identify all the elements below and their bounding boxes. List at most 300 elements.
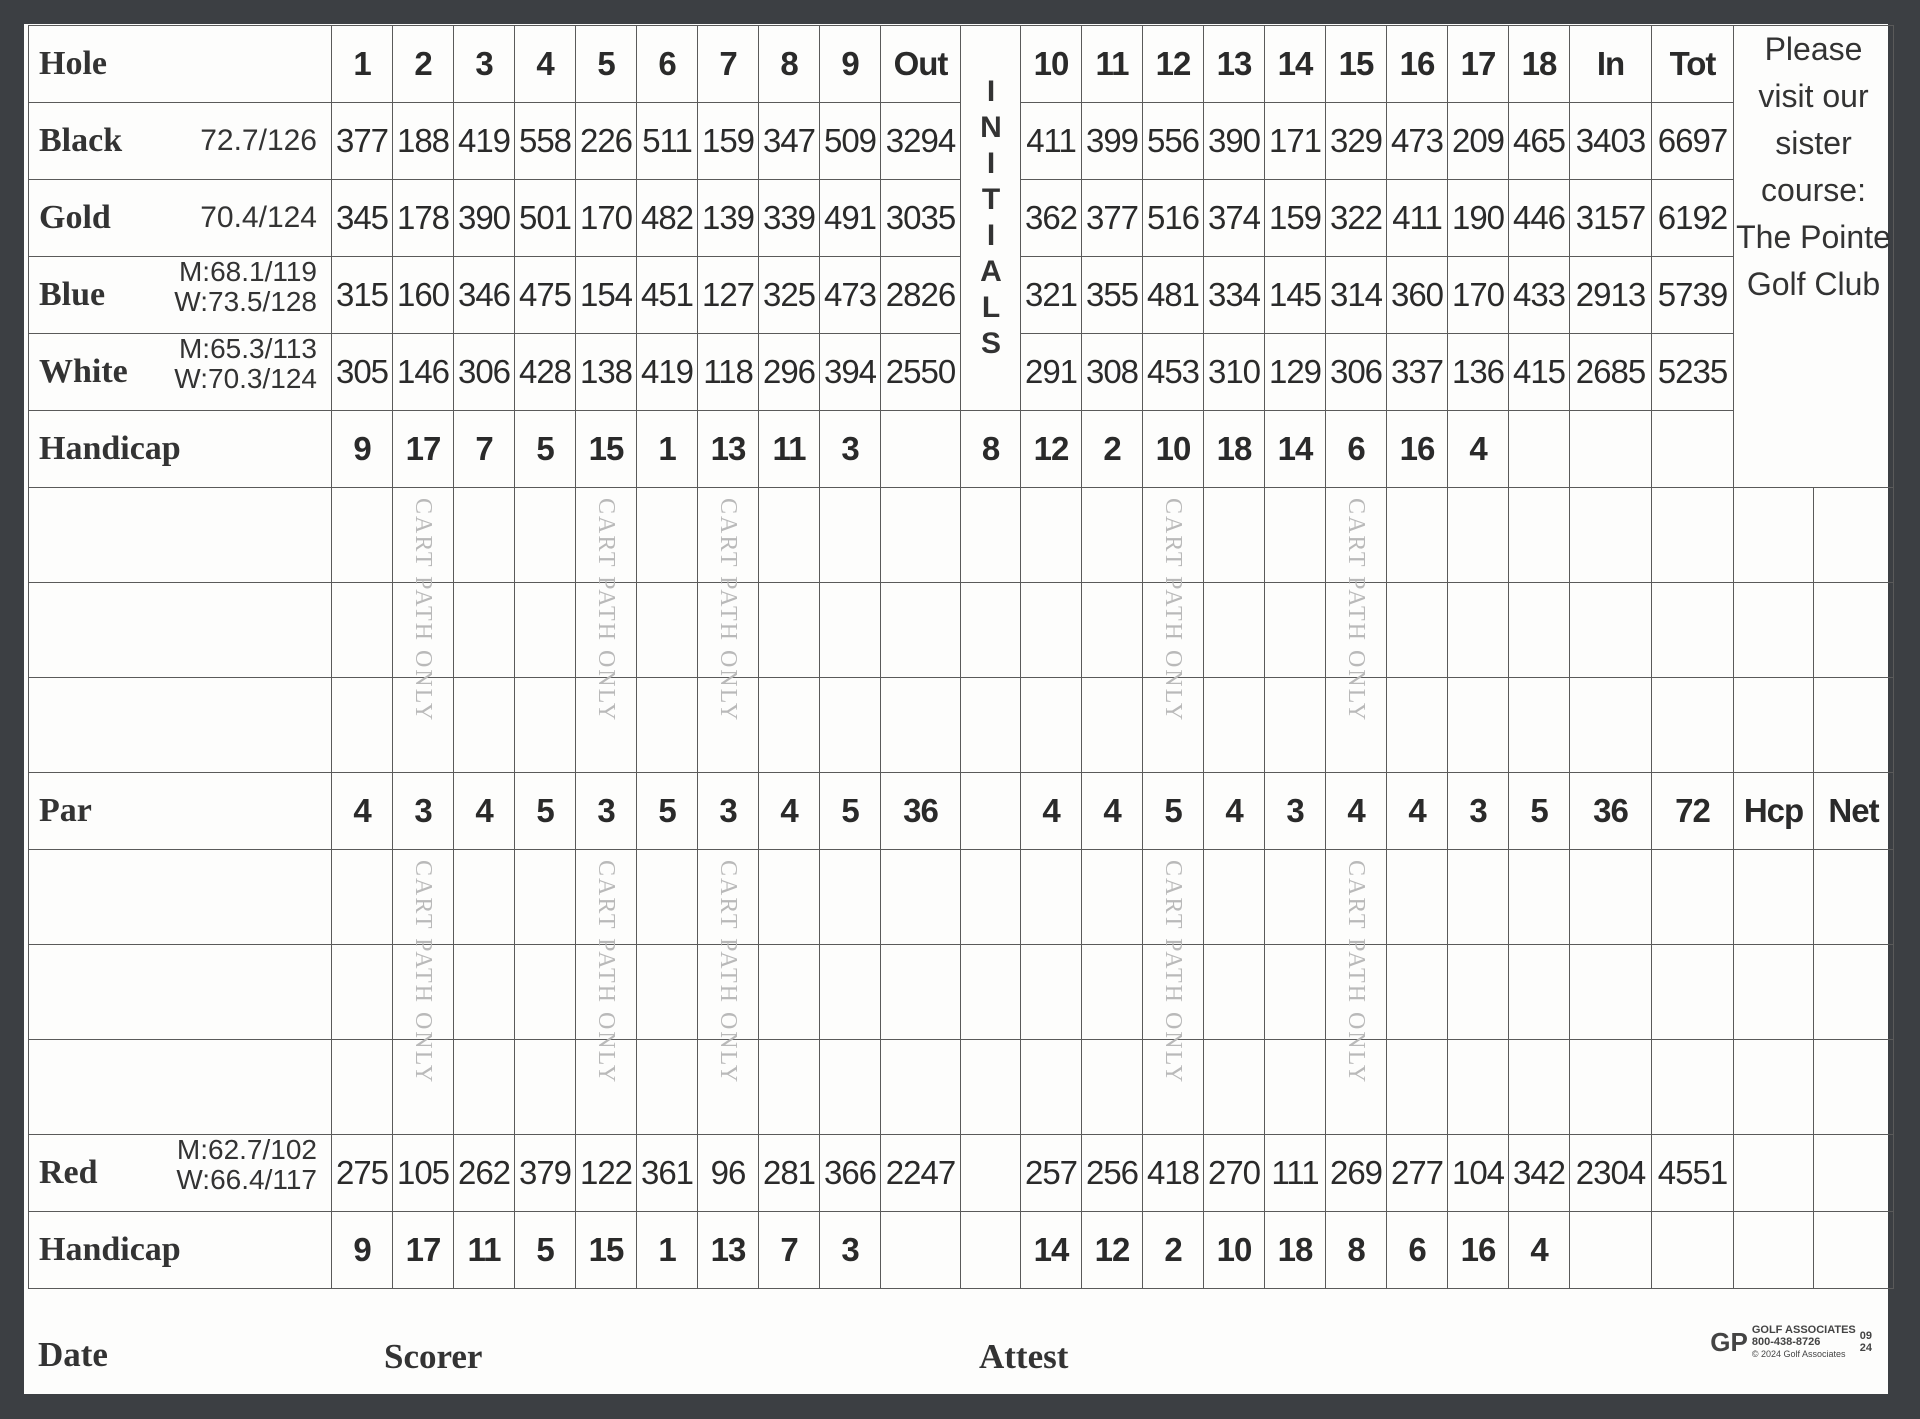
tee-blue-out: 2826 — [881, 257, 961, 334]
score-cell[interactable] — [759, 583, 820, 678]
par-value: 3 — [698, 773, 759, 850]
score-cell[interactable] — [1814, 583, 1894, 678]
score-cell[interactable] — [1204, 488, 1265, 583]
tee-white-yardage: 394 — [820, 334, 881, 411]
score-cell[interactable] — [961, 1040, 1021, 1135]
tee-red-yardage: 281 — [759, 1135, 820, 1212]
tee-white-yardage: 118 — [698, 334, 759, 411]
score-cell[interactable] — [1814, 488, 1894, 583]
score-cell[interactable] — [1734, 850, 1814, 945]
score-cell[interactable] — [820, 1040, 881, 1135]
tee-white-in: 2685 — [1570, 334, 1652, 411]
par-value: 4 — [1204, 773, 1265, 850]
score-cell[interactable] — [1204, 678, 1265, 773]
tee-gold-yardage: 516 — [1143, 180, 1204, 257]
score-cell[interactable] — [332, 1040, 393, 1135]
tee-black-yardage: 188 — [393, 103, 454, 180]
blank-cell — [1734, 1212, 1814, 1289]
score-cell[interactable] — [454, 1040, 515, 1135]
score-cell[interactable] — [881, 678, 961, 773]
tee-black-yardage: 226 — [576, 103, 637, 180]
score-cell[interactable] — [1387, 945, 1448, 1040]
score-cell[interactable] — [820, 583, 881, 678]
score-cell[interactable] — [961, 488, 1021, 583]
score-entry-row — [29, 1040, 1894, 1135]
score-cell[interactable]: CART PATH ONLY — [1143, 850, 1204, 945]
score-cell[interactable] — [961, 945, 1021, 1040]
score-cell[interactable] — [637, 488, 698, 583]
tee-red-rating — [176, 1135, 317, 1195]
tee-white-yardage: 146 — [393, 334, 454, 411]
score-cell[interactable]: CART PATH ONLY — [1326, 850, 1387, 945]
blank-cell — [1509, 411, 1570, 488]
golf-associates-logo — [1710, 1324, 1872, 1360]
tee-black-yardage: 556 — [1143, 103, 1204, 180]
tee-red-yardage: 257 — [1021, 1135, 1082, 1212]
tee-gold-yardage: 345 — [332, 180, 393, 257]
tee-white-rating-1: M:65.3/113 — [178, 333, 317, 364]
handicap-label: Handicap — [29, 411, 332, 488]
hole-number: 7 — [698, 26, 759, 103]
score-cell[interactable] — [1082, 850, 1143, 945]
blank-cell — [961, 773, 1021, 850]
tee-white-yardage: 428 — [515, 334, 576, 411]
score-cell[interactable]: CART PATH ONLY — [576, 850, 637, 945]
tee-white-yardage: 308 — [1082, 334, 1143, 411]
handicap-value: 2 — [1082, 411, 1143, 488]
tee-black-yardage: 390 — [1204, 103, 1265, 180]
blank-cell — [1652, 1212, 1734, 1289]
tee-white-yardage: 337 — [1387, 334, 1448, 411]
par-value: 4 — [1326, 773, 1387, 850]
handicap-value: 11 — [759, 411, 820, 488]
handicap-value: 18 — [1204, 411, 1265, 488]
tee-blue-rating-2: W:73.5/128 — [174, 286, 317, 317]
tee-gold-name: Gold — [39, 199, 111, 236]
score-entry-row — [29, 583, 1894, 678]
score-cell[interactable] — [759, 945, 820, 1040]
initials-letter: L — [981, 291, 1000, 324]
tee-blue-label — [29, 257, 332, 334]
date-label: Date — [38, 1335, 108, 1374]
handicap-value: 18 — [1265, 1212, 1326, 1289]
tee-white-yardage: 306 — [1326, 334, 1387, 411]
score-cell[interactable]: CART PATH ONLY — [393, 488, 454, 583]
handicap-value: 1 — [637, 411, 698, 488]
score-cell[interactable] — [1265, 583, 1326, 678]
score-cell[interactable] — [515, 945, 576, 1040]
handicap-value: 6 — [1387, 1212, 1448, 1289]
par-value: 5 — [1143, 773, 1204, 850]
par-value: 3 — [393, 773, 454, 850]
tee-black-yardage: 419 — [454, 103, 515, 180]
score-cell[interactable] — [1265, 850, 1326, 945]
hole-number: 14 — [1265, 26, 1326, 103]
par-value: 4 — [1082, 773, 1143, 850]
tee-gold-yardage: 377 — [1082, 180, 1143, 257]
score-cell[interactable] — [1082, 678, 1143, 773]
score-cell[interactable] — [1734, 678, 1814, 773]
score-cell[interactable] — [1652, 945, 1734, 1040]
player-name-cell[interactable] — [29, 678, 332, 773]
hole-label: Hole — [29, 26, 332, 103]
tee-black-yardage: 511 — [637, 103, 698, 180]
par-value: 3 — [1448, 773, 1509, 850]
tee-white-label — [29, 334, 332, 411]
score-cell[interactable] — [1387, 1040, 1448, 1135]
tee-gold-yardage: 159 — [1265, 180, 1326, 257]
tee-white-out: 2550 — [881, 334, 961, 411]
score-cell[interactable] — [1082, 488, 1143, 583]
tee-white-yardage: 415 — [1509, 334, 1570, 411]
tee-red-yardage: 104 — [1448, 1135, 1509, 1212]
score-entry-row — [29, 488, 1894, 583]
tee-white-tot: 5235 — [1652, 334, 1734, 411]
score-cell[interactable] — [1021, 850, 1082, 945]
score-cell[interactable] — [1652, 850, 1734, 945]
tee-white-yardage: 136 — [1448, 334, 1509, 411]
handicap-value: 3 — [820, 1212, 881, 1289]
tee-white-name: White — [39, 353, 128, 390]
tee-black-label — [29, 103, 332, 180]
score-cell[interactable] — [1265, 1040, 1326, 1135]
handicap-value: 7 — [759, 1212, 820, 1289]
player-name-cell[interactable] — [29, 488, 332, 583]
tee-black-yardage: 558 — [515, 103, 576, 180]
score-cell[interactable] — [515, 488, 576, 583]
tee-blue-yardage: 475 — [515, 257, 576, 334]
score-cell[interactable] — [637, 945, 698, 1040]
score-cell[interactable] — [1570, 945, 1652, 1040]
sister-course-note — [1734, 26, 1894, 488]
score-cell[interactable] — [820, 850, 881, 945]
handicap-value: 1 — [637, 1212, 698, 1289]
tee-white-yardage: 129 — [1265, 334, 1326, 411]
hole-number: 8 — [759, 26, 820, 103]
tee-gold-label — [29, 180, 332, 257]
tee-red-yardage: 256 — [1082, 1135, 1143, 1212]
tee-red-rating-1: M:62.7/102 — [176, 1134, 317, 1165]
handicap-value: 8 — [1326, 1212, 1387, 1289]
tee-blue-yardage: 127 — [698, 257, 759, 334]
tee-gold-yardage: 390 — [454, 180, 515, 257]
hole-number: 2 — [393, 26, 454, 103]
score-cell[interactable] — [1734, 488, 1814, 583]
score-cell[interactable] — [1265, 678, 1326, 773]
tee-red-yardage: 122 — [576, 1135, 637, 1212]
score-cell[interactable] — [820, 488, 881, 583]
tee-red-label — [29, 1135, 332, 1212]
par-value: 3 — [576, 773, 637, 850]
score-cell[interactable] — [1204, 1040, 1265, 1135]
initials-letter: T — [981, 183, 1000, 216]
tee-gold-yardage: 411 — [1387, 180, 1448, 257]
out-label: Out — [881, 26, 961, 103]
tee-gold-yardage: 491 — [820, 180, 881, 257]
score-cell[interactable] — [1652, 678, 1734, 773]
score-cell[interactable] — [332, 583, 393, 678]
score-cell[interactable] — [1448, 678, 1509, 773]
tee-red-out: 2247 — [881, 1135, 961, 1212]
score-cell[interactable] — [1021, 678, 1082, 773]
score-cell[interactable] — [332, 945, 393, 1040]
score-cell[interactable]: CART PATH ONLY — [698, 850, 759, 945]
score-cell[interactable] — [881, 945, 961, 1040]
score-cell[interactable] — [1734, 583, 1814, 678]
tee-red-yardage: 105 — [393, 1135, 454, 1212]
tee-gold-yardage: 482 — [637, 180, 698, 257]
tee-blue-tot: 5739 — [1652, 257, 1734, 334]
score-cell[interactable] — [1387, 678, 1448, 773]
hole-number: 1 — [332, 26, 393, 103]
blank-cell — [1814, 1212, 1894, 1289]
tee-blue-yardage: 451 — [637, 257, 698, 334]
par-value: 4 — [454, 773, 515, 850]
tee-red-yardage: 270 — [1204, 1135, 1265, 1212]
score-cell[interactable] — [1509, 1040, 1570, 1135]
score-cell[interactable] — [1570, 488, 1652, 583]
tee-gold-in: 3157 — [1570, 180, 1652, 257]
score-cell[interactable] — [1734, 945, 1814, 1040]
score-cell[interactable] — [1509, 488, 1570, 583]
score-cell[interactable] — [1570, 850, 1652, 945]
handicap-value: 14 — [1265, 411, 1326, 488]
tee-gold-yardage: 446 — [1509, 180, 1570, 257]
initials-letter: I — [986, 147, 995, 180]
score-cell[interactable] — [637, 583, 698, 678]
score-cell[interactable]: CART PATH ONLY — [698, 488, 759, 583]
tee-red-tot: 4551 — [1652, 1135, 1734, 1212]
score-cell[interactable] — [1570, 678, 1652, 773]
score-cell[interactable] — [637, 678, 698, 773]
par-value: 3 — [1265, 773, 1326, 850]
score-cell[interactable] — [1652, 1040, 1734, 1135]
score-cell[interactable] — [820, 678, 881, 773]
tee-black-yardage: 347 — [759, 103, 820, 180]
score-cell[interactable] — [1448, 1040, 1509, 1135]
sister-course-text: Please visit our sister course: The Pointe Golf Club — [1736, 31, 1891, 302]
tee-black-yardage: 509 — [820, 103, 881, 180]
score-entry-row — [29, 850, 1894, 945]
tee-black-rating-1: 72.7/126 — [200, 124, 317, 157]
tee-black-yardage: 159 — [698, 103, 759, 180]
score-cell[interactable] — [1448, 850, 1509, 945]
par-out: 36 — [881, 773, 961, 850]
player-name-cell[interactable] — [29, 945, 332, 1040]
score-entry-row — [29, 945, 1894, 1040]
tee-gold-yardage: 362 — [1021, 180, 1082, 257]
score-cell[interactable] — [881, 850, 961, 945]
blank-cell — [1814, 1135, 1894, 1212]
hole-number: 13 — [1204, 26, 1265, 103]
tee-black-out: 3294 — [881, 103, 961, 180]
score-cell[interactable] — [1652, 583, 1734, 678]
score-cell[interactable] — [1082, 1040, 1143, 1135]
hole-number: 11 — [1082, 26, 1143, 103]
score-cell[interactable] — [1509, 678, 1570, 773]
score-cell[interactable] — [881, 583, 961, 678]
tee-white-yardage: 306 — [454, 334, 515, 411]
score-cell[interactable] — [515, 583, 576, 678]
logo-code-1: 09 — [1859, 1330, 1872, 1342]
tee-black-yardage: 473 — [1387, 103, 1448, 180]
score-cell[interactable] — [1509, 583, 1570, 678]
score-cell[interactable] — [759, 850, 820, 945]
score-cell[interactable] — [1814, 945, 1894, 1040]
score-cell[interactable] — [454, 488, 515, 583]
score-cell[interactable] — [1204, 583, 1265, 678]
par-value: 4 — [1021, 773, 1082, 850]
tee-red-yardage: 379 — [515, 1135, 576, 1212]
blank-cell — [881, 1212, 961, 1289]
score-cell[interactable] — [1814, 678, 1894, 773]
tee-red-in: 2304 — [1570, 1135, 1652, 1212]
hole-number: 17 — [1448, 26, 1509, 103]
player-name-cell[interactable] — [29, 850, 332, 945]
score-cell[interactable] — [515, 850, 576, 945]
score-cell[interactable] — [961, 583, 1021, 678]
score-cell[interactable] — [332, 488, 393, 583]
blank-cell — [1734, 1135, 1814, 1212]
scorecard-grid — [28, 25, 1891, 1289]
tee-blue-yardage: 481 — [1143, 257, 1204, 334]
tee-blue-yardage: 170 — [1448, 257, 1509, 334]
tee-black-yardage: 329 — [1326, 103, 1387, 180]
score-cell[interactable] — [637, 1040, 698, 1135]
blank-cell — [961, 1212, 1021, 1289]
score-cell[interactable] — [1387, 583, 1448, 678]
tot-label: Tot — [1652, 26, 1734, 103]
score-cell[interactable] — [1509, 945, 1570, 1040]
attest-label: Attest — [979, 1337, 1069, 1376]
score-cell[interactable] — [1204, 850, 1265, 945]
score-cell[interactable] — [961, 850, 1021, 945]
score-cell[interactable] — [1082, 945, 1143, 1040]
score-cell[interactable] — [454, 583, 515, 678]
score-cell[interactable] — [454, 678, 515, 773]
score-cell[interactable] — [454, 850, 515, 945]
score-cell[interactable] — [1265, 945, 1326, 1040]
handicap-value: 15 — [576, 411, 637, 488]
handicap-value: 2 — [1143, 1212, 1204, 1289]
score-cell[interactable] — [515, 678, 576, 773]
score-cell[interactable] — [759, 1040, 820, 1135]
score-cell[interactable] — [961, 678, 1021, 773]
handicap-value: 4 — [1509, 1212, 1570, 1289]
score-cell[interactable] — [1387, 850, 1448, 945]
tee-red-rating-2: W:66.4/117 — [176, 1164, 317, 1195]
signature-footer — [24, 1315, 1888, 1394]
score-cell[interactable] — [1652, 488, 1734, 583]
tee-black-yardage: 465 — [1509, 103, 1570, 180]
tee-black-rating — [200, 103, 317, 179]
blank-cell — [881, 411, 961, 488]
score-cell[interactable] — [1570, 1040, 1652, 1135]
score-cell[interactable] — [1021, 488, 1082, 583]
score-cell[interactable] — [1448, 583, 1509, 678]
tee-black-yardage: 171 — [1265, 103, 1326, 180]
tee-gold-tot: 6192 — [1652, 180, 1734, 257]
tee-blue-yardage: 160 — [393, 257, 454, 334]
hole-number: 18 — [1509, 26, 1570, 103]
hole-number: 15 — [1326, 26, 1387, 103]
handicap-value: 4 — [1448, 411, 1509, 488]
score-cell[interactable]: CART PATH ONLY — [1143, 488, 1204, 583]
initials-letter: I — [986, 219, 995, 252]
score-cell[interactable] — [1204, 945, 1265, 1040]
tee-gold-rating — [200, 180, 317, 256]
handicap-value: 10 — [1204, 1212, 1265, 1289]
score-cell[interactable] — [759, 488, 820, 583]
score-cell[interactable] — [759, 678, 820, 773]
score-cell[interactable] — [1448, 488, 1509, 583]
player-name-cell[interactable] — [29, 1040, 332, 1135]
handicap-value: 13 — [698, 411, 759, 488]
tee-blue-yardage: 473 — [820, 257, 881, 334]
score-cell[interactable] — [1814, 850, 1894, 945]
score-cell[interactable]: CART PATH ONLY — [576, 488, 637, 583]
score-cell[interactable] — [454, 945, 515, 1040]
score-cell[interactable] — [1265, 488, 1326, 583]
blank-cell — [961, 1135, 1021, 1212]
score-cell[interactable]: CART PATH ONLY — [393, 850, 454, 945]
score-cell[interactable] — [1509, 850, 1570, 945]
blank-cell — [1570, 1212, 1652, 1289]
score-cell[interactable] — [1021, 583, 1082, 678]
scorecard — [24, 24, 1891, 1394]
score-cell[interactable] — [881, 1040, 961, 1135]
score-cell[interactable] — [1082, 583, 1143, 678]
score-cell[interactable] — [515, 1040, 576, 1135]
tee-white-yardage: 419 — [637, 334, 698, 411]
tee-gold-yardage: 190 — [1448, 180, 1509, 257]
score-cell[interactable] — [1814, 1040, 1894, 1135]
handicap-value: 16 — [1387, 411, 1448, 488]
score-cell[interactable] — [1387, 488, 1448, 583]
handicap-row — [29, 1212, 1894, 1289]
hcp-label: Hcp — [1734, 773, 1814, 850]
score-cell[interactable] — [1021, 945, 1082, 1040]
score-cell[interactable] — [820, 945, 881, 1040]
score-cell[interactable] — [1021, 1040, 1082, 1135]
initials-letter: N — [980, 111, 1001, 144]
score-cell[interactable] — [637, 850, 698, 945]
score-cell[interactable] — [1448, 945, 1509, 1040]
score-cell[interactable] — [332, 678, 393, 773]
score-cell[interactable] — [332, 850, 393, 945]
tee-white-yardage: 296 — [759, 334, 820, 411]
tee-blue-yardage: 145 — [1265, 257, 1326, 334]
score-cell[interactable] — [1734, 1040, 1814, 1135]
tee-blue-yardage: 346 — [454, 257, 515, 334]
handicap-value: 8 — [961, 411, 1021, 488]
tee-white-yardage: 310 — [1204, 334, 1265, 411]
tee-blue-yardage: 315 — [332, 257, 393, 334]
tee-red-yardage: 361 — [637, 1135, 698, 1212]
tee-black-yardage: 411 — [1021, 103, 1082, 180]
score-cell[interactable] — [881, 488, 961, 583]
tee-white-yardage: 453 — [1143, 334, 1204, 411]
player-name-cell[interactable] — [29, 583, 332, 678]
logo-line-2: 800-438-8726 — [1751, 1336, 1821, 1348]
tee-blue-name: Blue — [39, 276, 106, 313]
par-value: 5 — [637, 773, 698, 850]
score-cell[interactable]: CART PATH ONLY — [1326, 488, 1387, 583]
handicap-value: 12 — [1082, 1212, 1143, 1289]
tee-red-name: Red — [39, 1154, 98, 1191]
score-cell[interactable] — [1570, 583, 1652, 678]
tee-blue-yardage: 154 — [576, 257, 637, 334]
